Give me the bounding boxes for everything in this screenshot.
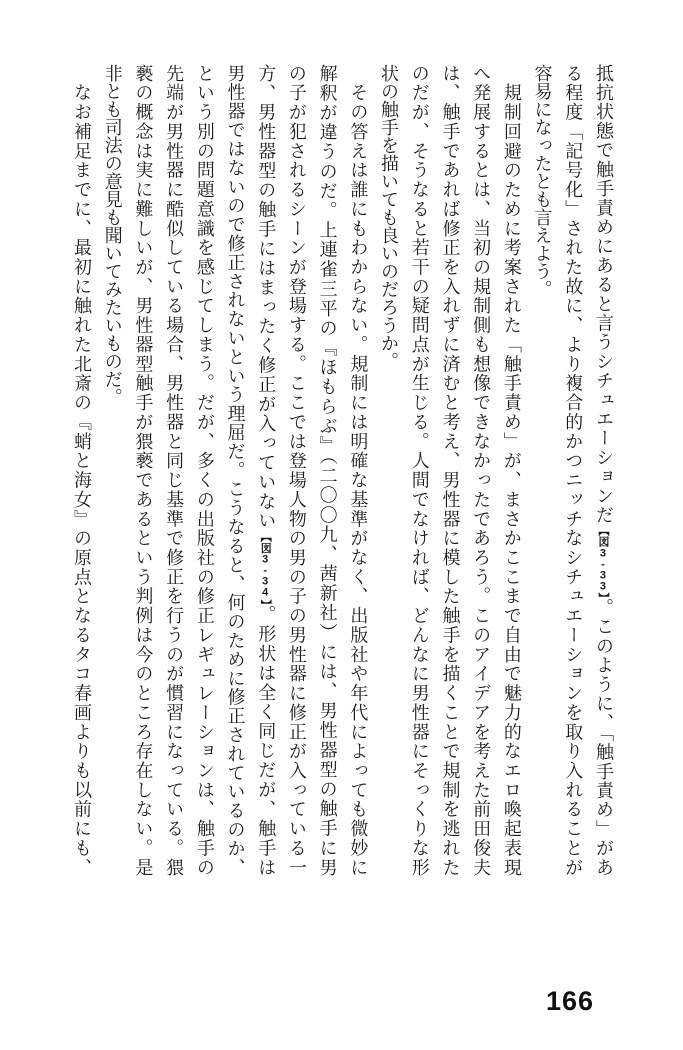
text-run: 方、男性器型の触手にはまったく修正が入っていない xyxy=(255,64,277,531)
text-column: の子が犯されるシーンが登場する。ここでは登場人物の男の子の男性器に修正が入っている一 xyxy=(285,64,307,876)
text-column xyxy=(588,64,618,876)
text-column: 容易になったとも言えよう。 xyxy=(531,64,553,298)
text-column xyxy=(250,64,280,876)
text-column: なお補足までに、最初に触れた北斎の『蛸と海女』の原点となるタコ春画よりも以前にも、 xyxy=(71,64,92,876)
text-column: 規制回避のために考案された「触手責め」が、まさかここまで自由で魅力的なエロ喚起表現 xyxy=(500,64,522,876)
text-column: という別の問題意識を感じてしまう。だが、多くの出版社の修正レギュレーションは、触手の xyxy=(193,64,215,876)
text-column: へ発展するとは、当初の規制側も想像できなかったであろう。このアイデアを考えた前田俊夫 xyxy=(470,64,492,876)
page-number: 166 xyxy=(546,986,595,1016)
text-column: 非とも司法の意見も聞いてみたいものだ。 xyxy=(101,64,123,406)
text-column: は、触手であれば修正を入れずに済むと考え、男性器に模した触手を描くことで規制を逃れた xyxy=(439,64,461,876)
text-column: 先端が男性器に酷似している場合、男性器と同じ基準で修正を行うのが慣習になっている。猥 xyxy=(163,64,185,876)
text-column: 褻の概念は実に難しいが、男性器型触手が猥褻であるという判例は今のところ存在しない。是 xyxy=(132,64,154,876)
text-column: 状の触手を描いても良いのだろうか。 xyxy=(378,64,400,370)
text-column: る程度「記号化」された故に、より複合的かつニッチなシチュエーションを取り入れることが xyxy=(562,64,584,876)
figure-reference: 【図3-34】 xyxy=(259,530,272,606)
text-run: 抵抗状態で触手責めにあると言うシチュエーションだ xyxy=(592,64,614,525)
text-run: 。形状は全く同じだが、触手は xyxy=(255,605,277,877)
text-column: その答えは誰にもわからない。規制には明確な基準がなく、出版社や年代によっても微妙に xyxy=(347,64,369,876)
text-run: 。このように、「触手責め」があ xyxy=(592,598,614,877)
text-column: のだが、そうなると若干の疑問点が生じる。人間でなければ、どんなに男性器にそっくりな形 xyxy=(408,64,430,876)
figure-reference: 【図3-33】 xyxy=(596,524,609,599)
body-text xyxy=(66,64,618,876)
text-column: 解釈が違うのだ。上連雀三平の『ほもらぶ』（二〇〇九、茜新社）には、男性器型の触手に男 xyxy=(316,64,338,876)
text-column: 男性器ではないので修正されないという理屈だ。こうなると、何のために修正されているのか、 xyxy=(224,64,246,876)
